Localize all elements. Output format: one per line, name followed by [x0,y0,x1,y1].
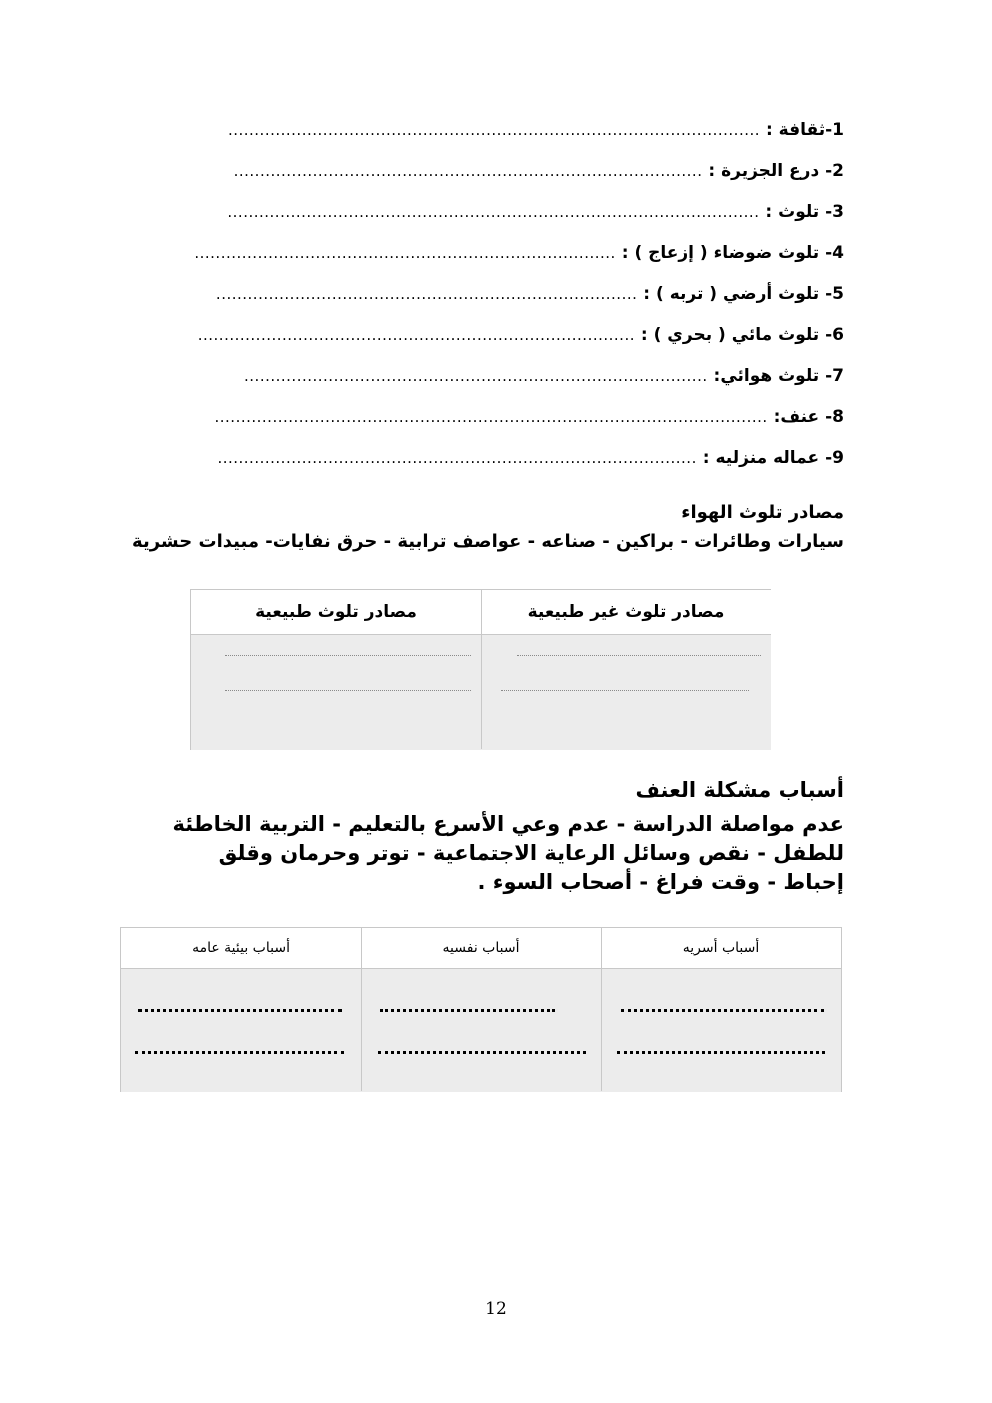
definition-term: - تلوث هوائي: [713,366,833,386]
answer-line [138,1009,342,1012]
answer-blank[interactable]: ......................................................................................................... [214,408,768,426]
definition-term: - درع الجزيرة : [708,161,833,181]
definition-item [244,356,844,396]
definition-item [194,233,844,273]
answer-line [225,655,471,656]
header-environmental-causes: أسباب بيئية عامه [121,928,361,969]
definition-number: 5 [832,284,844,304]
definition-item [216,274,844,314]
page-number: 12 [485,1299,507,1319]
pollution-sources-table [190,589,771,750]
answer-line [621,1009,824,1012]
definition-term: - عنف: [773,407,833,427]
violence-causes-title: أسباب مشكلة العنف [635,778,844,802]
column-divider [481,590,482,749]
column-divider [601,928,602,1091]
definition-number: 9 [832,448,844,468]
family-causes-cell[interactable] [601,969,841,1092]
definition-item [234,151,844,191]
answer-line [225,690,471,691]
answer-blank[interactable]: ......................................................................................... [233,162,703,180]
definition-number: 4 [832,243,844,263]
definition-item [227,192,844,232]
answer-blank[interactable]: ........................................................................................... [217,449,697,467]
definition-term: - تلوث أرضي ( تربه ) : [643,284,833,304]
definition-term: - تلوث : [765,202,833,222]
header-unnatural-sources: مصادر تلوث غير طبيعية [481,590,771,635]
definition-item [215,397,845,437]
answer-blank[interactable]: ................................................................................ [194,244,616,262]
definition-item [198,315,844,355]
natural-sources-cell[interactable] [191,635,481,750]
answer-blank[interactable]: ................................................................................... [197,326,635,344]
definition-number: 1 [832,120,844,140]
definition-number: 2 [832,161,844,181]
definition-term: -ثقافة : [765,120,833,140]
column-divider [361,928,362,1091]
definition-number: 3 [832,202,844,222]
answer-line [135,1051,344,1054]
answer-blank[interactable]: ................................................................................ [215,285,638,303]
definition-term: - تلوث مائي ( بحري ) : [640,325,833,345]
definition-number: 7 [832,366,844,386]
answer-blank[interactable]: ..................................................................................................... [227,203,760,221]
answer-blank[interactable]: ........................................................................................ [244,367,708,385]
header-natural-sources: مصادر تلوث طبيعية [191,590,481,635]
answer-line [517,655,761,656]
answer-blank[interactable]: ..................................................................................................... [227,121,761,139]
psychological-causes-cell[interactable] [361,969,601,1092]
answer-line [501,690,749,691]
air-pollution-title: مصادر تلوث الهواء [681,502,844,523]
header-psychological-causes: أسباب نفسيه [361,928,601,969]
definition-number: 6 [832,325,844,345]
definition-term: - عماله منزليه : [702,448,833,468]
definition-term: - تلوث ضوضاء ( إزعاج ) : [621,243,833,263]
answer-line [380,1009,555,1012]
answer-line [378,1051,586,1054]
definition-item [228,110,844,150]
environmental-causes-cell[interactable] [121,969,361,1092]
definition-number: 8 [832,407,844,427]
violence-causes-table [120,927,842,1092]
header-family-causes: أسباب أسريه [601,928,841,969]
violence-causes-text: عدم مواصلة الدراسة - عدم وعي الأسرع بالتعليم - التربية الخاطئة للطفل - نقص وسائل الرعاية الاجتماعية - توتر وحرمان وقلق إحباط - وقت فراغ - أصحاب السوء . [172,812,844,894]
answer-line [617,1051,825,1054]
air-pollution-sources: سيارات وطائرات - براكين - صناعه - عواصف ترابية - حرق نفايات- مبيدات حشرية [132,531,844,552]
unnatural-sources-cell[interactable] [481,635,771,750]
definition-item [217,438,844,478]
